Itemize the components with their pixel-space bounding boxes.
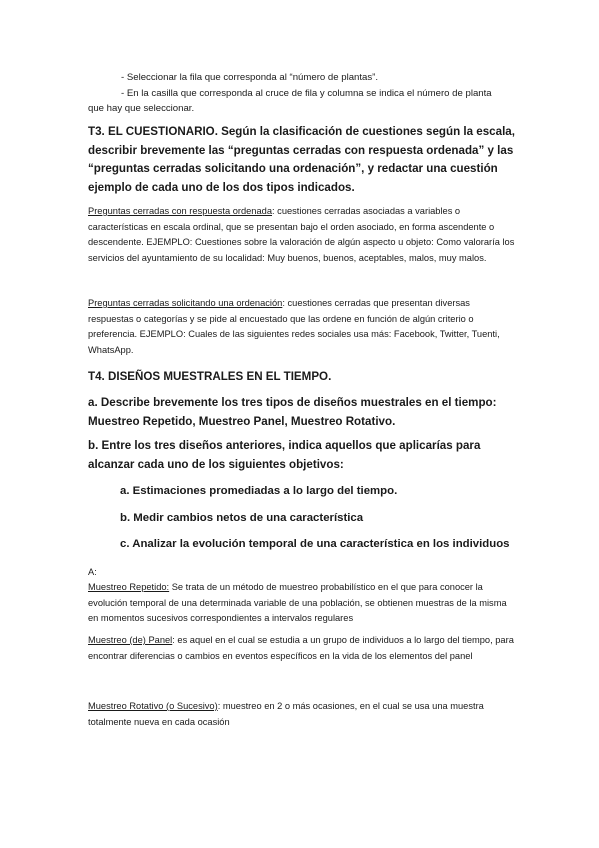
t4-objective-b: b. Medir cambios netos de una característica (120, 512, 364, 524)
t4-question-b: b. Entre los tres diseños anteriores, indica aquellos que aplicarías para alcanzar cada uno de los siguientes objetivos: (88, 439, 481, 471)
t4-heading: T4. DISEÑOS MUESTRALES EN EL TIEMPO. (88, 370, 332, 383)
t3-p2-label: Preguntas cerradas solicitando una ordenación (88, 298, 283, 308)
t4-objective-a: a. Estimaciones promediadas a lo largo del tiempo. (120, 485, 398, 497)
answer-panel-label: Muestreo (de) Panel (88, 635, 173, 645)
answer-label: A: (88, 567, 97, 577)
intro-line-3: que hay que seleccionar. (88, 103, 195, 114)
intro-instructions (88, 70, 516, 117)
intro-line-1: - Seleccionar la fila que corresponda al “número de plantas”. (121, 72, 379, 83)
answer-panel-text: : es aquel en el cual se estudia a un grupo de individuos a lo largo del tiempo, para encontrar diferencias o cambios en eventos específicos en la vida de los elementos del panel (88, 635, 514, 661)
answer-repetido-label: Muestreo Repetido: (88, 582, 170, 592)
answer-panel (88, 633, 516, 664)
t3-p1-text: : cuestiones cerradas asociadas a variables o características en escala ordinal, que se presentan bajo el orden asociado, en forma ascendente o descendente. EJEMPLO: Cuestiones sobre la valoración de algún aspecto u objeto: Como valoraría los servicios del ayuntamiento de su localidad: Muy buenos, buenos, aceptables, malos, muy malos. (88, 206, 515, 263)
t3-paragraph-ordering (88, 296, 516, 358)
answer-repetido-text: Se trata de un método de muestreo probabilístico en el que para conocer la evolución temporal de una determinada variable de una población, se obtienen muestras de la misma en momentos sucesivos correspondientes a intervalos regulares (88, 582, 507, 623)
t3-p1-label: Preguntas cerradas con respuesta ordenada (88, 206, 272, 216)
t3-paragraph-ordered-response (88, 204, 516, 266)
answer-repetido (88, 580, 516, 627)
t3-p2-text: : cuestiones cerradas que presentan diversas respuestas o categorías y se pide al encuestado que las ordene en función de algún criterio o preferencia. EJEMPLO: Cuales de las siguientes redes sociales usa más: Facebook, Twitter, Tuenti, WhatsApp. (88, 298, 500, 355)
answer-rotativo-label: Muestreo Rotativo (o Sucesivo) (88, 701, 218, 711)
answer-rotativo (88, 699, 516, 730)
t3-heading: T3. EL CUESTIONARIO. Según la clasificación de cuestiones según la escala, describir brevemente las “preguntas cerradas con respuesta ordenada” y las “preguntas cerradas solicitando una ordenación”, y redactar una cuestión ejemplo de cada uno de los dos tipos indicados. (88, 125, 515, 194)
answer-rotativo-text: : muestreo en 2 o más ocasiones, en el cual se usa una muestra totalmente nueva en cada ocasión (88, 701, 484, 727)
t4-question-a: a. Describe brevemente los tres tipos de diseños muestrales en el tiempo: Muestreo Repetido, Muestreo Panel, Muestreo Rotativo. (88, 396, 497, 428)
intro-line-2: - En la casilla que corresponda al cruce de fila y columna se indica el número de planta (121, 87, 492, 99)
t4-objective-c: c. Analizar la evolución temporal de una característica en los individuos (120, 538, 510, 550)
